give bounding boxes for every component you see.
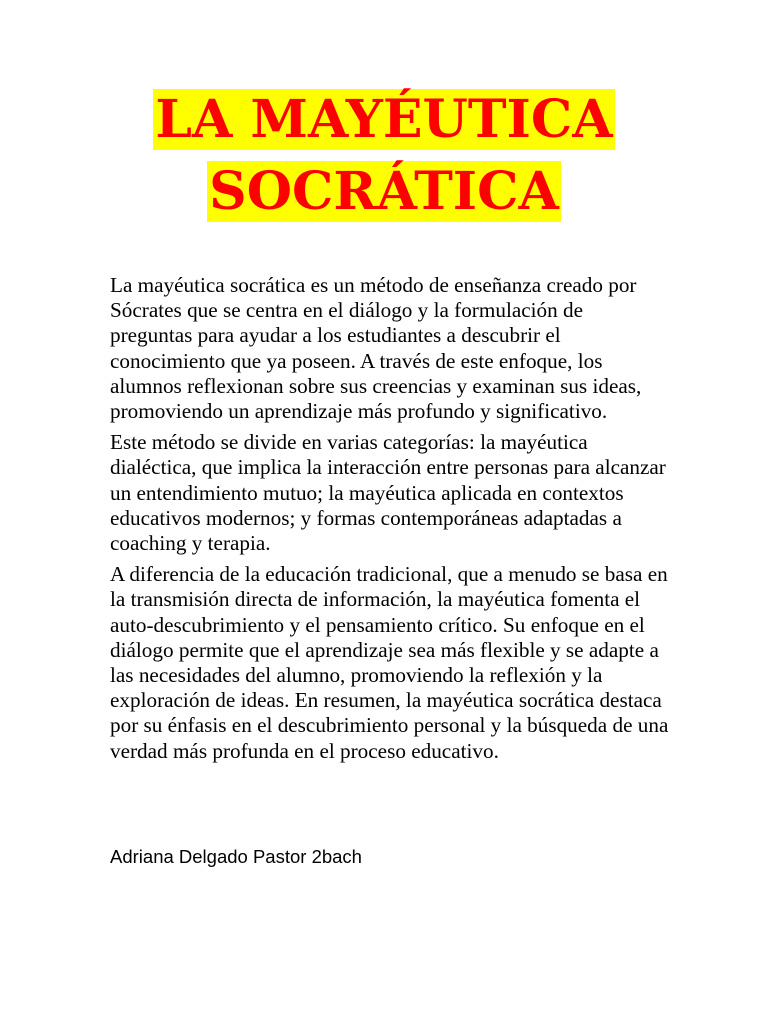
paragraph-2: Este método se divide en varias categorías: la mayéutica dialéctica, que implica la interacción entre personas para alcanzar un entendimiento mutuo; la mayéutica aplicada en contextos educativos modernos; y formas contemporáneas adaptadas a coaching y terapia. <box>110 430 666 556</box>
title-line-1-text: LA MAYÉUTICA <box>155 89 613 150</box>
paragraph-1: La mayéutica socrática es un método de enseñanza creado por Sócrates que se centra en el diálogo y la formulación de preguntas para ayudar a los estudiantes a descubrir el conocimiento que ya poseen. A través de este enfoque, los alumnos reflexionan sobre sus creencias y examinan sus ideas, promoviendo un aprendizaje más profundo y significativo. <box>110 273 642 424</box>
title-line-1 <box>0 84 768 156</box>
document-body <box>110 273 670 770</box>
paragraph-3: A diferencia de la educación tradicional, que a menudo se basa en la transmisión directa de información, la mayéutica fomenta el auto-descubrimiento y el pensamiento crítico. Su enfoque en el diálogo permite que el aprendizaje sea más flexible y se adapte a las necesidades del alumno, promoviendo la reflexión y la exploración de ideas. En resumen, la mayéutica socrática destaca por su énfasis en el descubrimiento personal y la búsqueda de una verdad más profunda en el proceso educativo. <box>110 562 669 763</box>
author-signature: Adriana Delgado Pastor 2bach <box>110 846 362 867</box>
document-title <box>0 84 768 228</box>
title-line-2-text: SOCRÁTICA <box>209 161 559 222</box>
title-line-2 <box>0 156 768 228</box>
